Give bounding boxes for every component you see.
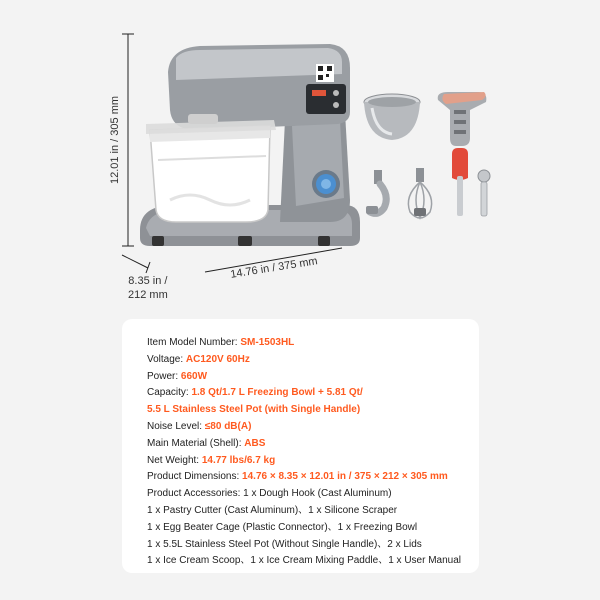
width-dimension-label: 14.76 in / 375 mm [229,255,319,281]
depth-dimension-line2: 212 mm [128,289,168,301]
spec-list [147,335,477,570]
spec-accessories-4: 1 x 5.5L Stainless Steel Pot (Without Single Handle)、2 x Lids [147,538,422,550]
spec-accessories-5: 1 x Ice Cream Scoop、1 x Ice Cream Mixing Paddle、1 x User Manual [147,555,462,567]
spec-capacity-continued: 5.5 L Stainless Steel Pot (with Single Handle) [147,404,361,416]
height-dimension-text: 12.01 in / 305 mm [109,95,121,185]
spec-capacity: Capacity: 1.8 Qt/1.7 L Freezing Bowl + 5.81 Qt/ [147,387,363,399]
spec-accessories-3: 1 x Egg Beater Cage (Plastic Connector)、1 x Freezing Bowl [147,521,418,533]
dough-hook [366,170,386,214]
spec-power: Power: 660W [147,370,208,382]
spec-accessories-1: Product Accessories: 1 x Dough Hook (Cast Aluminum) [147,488,392,500]
depth-dimension-line [122,255,150,273]
height-dimension-line [122,34,134,246]
spec-accessories-2: 1 x Pastry Cutter (Cast Aluminum)、1 x Silicone Scraper [147,504,398,516]
ice-cream-paddle [438,92,487,146]
stainless-bowl [364,94,420,140]
spec-dimensions: Product Dimensions: 14.76 × 8.35 × 12.01 in / 375 × 212 × 305 mm [147,471,448,483]
silicone-scraper [452,148,468,216]
ice-cream-scoop [478,170,490,216]
wire-whisk [408,168,431,218]
spec-card [122,319,479,573]
depth-dimension-label [128,274,168,302]
spec-noise: Noise Level: ≤80 dB(A) [147,420,252,432]
spec-material: Main Material (Shell): ABS [147,437,266,449]
stand-mixer [140,44,360,246]
spec-model: Item Model Number: SM-1503HL [147,337,295,348]
depth-dimension-line1: 8.35 in / [128,275,168,287]
spec-weight: Net Weight: 14.77 lbs/6.7 kg [147,454,276,466]
spec-voltage: Voltage: AC120V 60Hz [147,353,250,365]
